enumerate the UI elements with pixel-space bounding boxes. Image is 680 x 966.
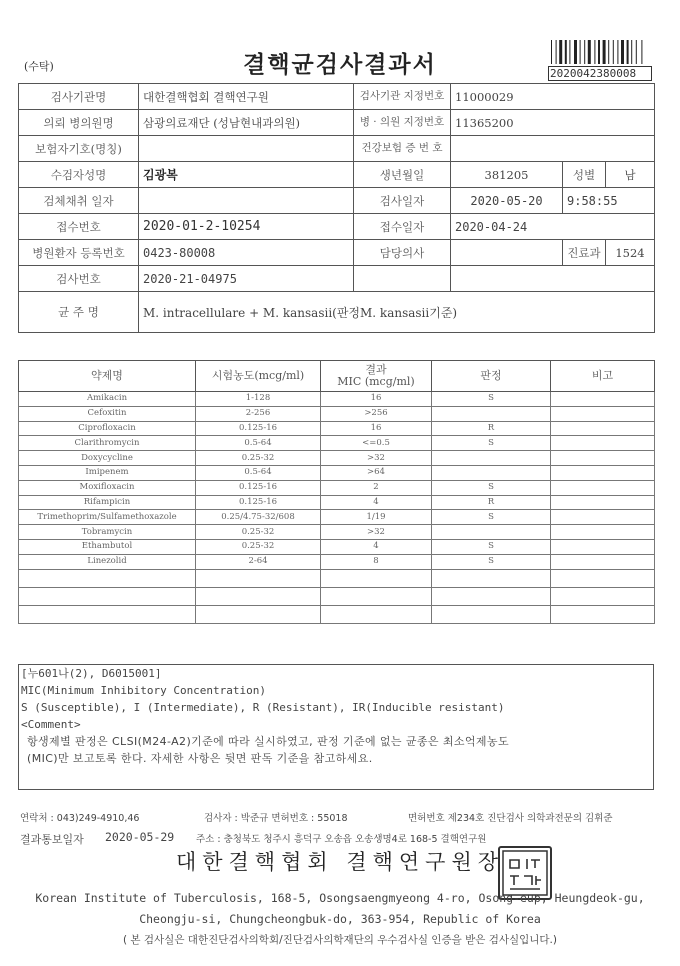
certification-note: ( 본 검사실은 대한진단검사의학회/진단검사의학재단의 우수검사실 인증을 받은 검사실입니다.) [122,934,557,946]
drug-range-cell: 0.125-16 [196,495,321,510]
test-date-label: 검사일자 [354,188,451,214]
empty-cell [321,569,432,587]
sex-value: 남 [606,162,655,188]
receipt-date-label: 접수일자 [354,214,451,240]
empty-cell [551,569,655,587]
drug-interp-cell: R [432,495,551,510]
barcode-bar [569,40,570,64]
test-date: 2020-05-20 [451,188,563,214]
drug-row [19,436,655,451]
address: 주소 : 충청북도 청주시 흥덕구 오송읍 오송생명4로 168-5 결핵연구원 [196,834,487,845]
drug-mic-cell: >32 [321,525,432,540]
drug-range-cell: 0.5-64 [196,465,321,480]
clinic-code: 11365200 [451,110,655,136]
drug-row [19,539,655,554]
drug-mic-cell: >32 [321,451,432,466]
barcode-bar [641,40,642,64]
comment-line: 항생제별 판정은 CLSI(M24-A2)기준에 따라 실시하였고, 판정 기준에 없는 균종은 최소억제농도 [27,735,509,748]
drug-mic-cell: >256 [321,406,432,421]
info-row [19,240,655,266]
info-row [19,292,655,333]
drug-range-cell: 2-256 [196,406,321,421]
health-cert-value [451,136,655,162]
doctor-value [451,240,563,266]
empty-cell [19,587,196,605]
drug-note-cell [551,525,655,540]
drug-note-cell [551,495,655,510]
drug-range-cell: 0.25-32 [196,539,321,554]
drug-note-cell [551,554,655,569]
drug-drug-cell: Clarithromycin [19,436,196,451]
drug-mic-cell: 16 [321,392,432,407]
drug-drug-cell: Imipenem [19,465,196,480]
mic-header-top: 결과 [365,363,387,376]
barcode-bar [617,40,618,64]
drug-range-cell: 0.5-64 [196,436,321,451]
insurer-label: 보험자기호(명칭) [19,136,139,162]
test-time: 9:58:55 [563,188,655,214]
drug-drug-cell: Ciprofloxacin [19,421,196,436]
drug-interp-cell: S [432,539,551,554]
barcode-bar [636,40,637,64]
drug-interp-cell: S [432,510,551,525]
drug-row [19,421,655,436]
empty-cell [432,605,551,623]
barcode-bar [594,40,595,64]
drug-drug-cell: Tobramycin [19,525,196,540]
drug-range-cell: 0.125-16 [196,480,321,495]
drug-mic-cell: <=0.5 [321,436,432,451]
barcode-bar [631,40,632,64]
drug-note-cell [551,392,655,407]
stamp-label: (수탁) [24,60,54,73]
drug-header: 약제명 [19,361,196,392]
drug-drug-cell: Ethambutol [19,539,196,554]
barcode-bar [584,40,585,64]
comment-box [18,664,654,790]
drug-interp-cell: S [432,554,551,569]
drug-drug-cell: Amikacin [19,392,196,407]
specialist-info: 면허번호 제234호 진단검사 의학과전문의 김휘준 [408,813,613,824]
drug-range-cell: 0.25-32 [196,451,321,466]
barcode-bar [580,40,581,64]
receipt-date: 2020-04-24 [451,214,655,240]
empty-cell [551,605,655,623]
drug-drug-cell: Doxycycline [19,451,196,466]
empty-row [19,605,655,623]
reg-no-label: 병원환자 등록번호 [19,240,139,266]
clinic-label: 의뢰 병의원명 [19,110,139,136]
drug-row [19,392,655,407]
sex-label: 성별 [563,162,606,188]
barcode-bar [565,40,567,64]
drug-interp-cell: S [432,392,551,407]
drug-note-cell [551,436,655,451]
barcode-bar [627,40,629,64]
empty-cell [196,587,321,605]
birth-label: 생년월일 [354,162,451,188]
barcode-bar [621,40,624,64]
report-date-label: 결과통보일자 [20,833,84,846]
drug-interp-cell: S [432,480,551,495]
range-header: 시험농도(mcg/ml) [196,361,321,392]
empty-row [19,587,655,605]
drug-drug-cell: Trimethoprim/Sulfamethoxazole [19,510,196,525]
info-row [19,162,655,188]
drug-interp-cell: R [432,421,551,436]
examiner-info: 검사자 : 박준규 면허번호 : 55018 [204,813,348,824]
info-row [19,84,655,110]
drug-note-cell [551,451,655,466]
doctor-label: 담당의사 [354,240,451,266]
drug-range-cell: 2-64 [196,554,321,569]
comment-code: [누601나(2), D6015001] [21,667,162,680]
barcode-number: 2020042380008 [548,66,652,81]
drug-row [19,465,655,480]
drug-mic-cell: >64 [321,465,432,480]
drug-mic-cell: 1/19 [321,510,432,525]
drug-interp-cell [432,465,551,480]
info-row [19,136,655,162]
dept-label: 진료과 [563,240,606,266]
health-cert-label: 건강보험 증 번 호 [354,136,451,162]
species-label: 균 주 명 [19,292,139,333]
barcode-bar [613,40,614,64]
drug-mic-cell: 4 [321,539,432,554]
drug-range-cell: 0.25-32 [196,525,321,540]
drug-range-cell: 1-128 [196,392,321,407]
barcode-bar [556,40,557,64]
empty-cell [321,605,432,623]
reg-no: 0423-80008 [139,240,354,266]
barcode-bar [551,40,552,64]
drug-note-cell [551,510,655,525]
birth-value: 381205 [451,162,563,188]
drug-drug-cell: Cefoxitin [19,406,196,421]
drug-range-cell: 0.125-16 [196,421,321,436]
drug-row [19,451,655,466]
table-header-row [19,361,655,392]
empty-cell [432,569,551,587]
barcode-bar [559,40,562,64]
patient-label: 수검자성명 [19,162,139,188]
dept-value: 1524 [606,240,655,266]
mic-header-bottom: MIC (mcg/ml) [337,375,415,388]
comment-line: S (Susceptible), I (Intermediate), R (Resistant), IR(Inducible resistant) [21,701,505,714]
patient-info-table [18,83,655,333]
drug-row [19,495,655,510]
org-address-en-2: Cheongju-si, Chungcheongbuk-do, 363-954, Republic of Korea [139,912,541,926]
comment-line: (MIC)만 보고토록 한다. 자세한 사항은 뒷면 판독 기준을 참고하세요. [27,752,373,765]
empty-cell [321,587,432,605]
info-row [19,188,655,214]
drug-mic-cell: 8 [321,554,432,569]
receipt-no-label: 접수번호 [19,214,139,240]
drug-note-cell [551,539,655,554]
organization-name: 대한결핵협회 결핵연구원장 [175,850,505,874]
drug-interp-cell [432,525,551,540]
barcode-bar [608,40,609,64]
drug-interp-cell [432,451,551,466]
info-row [19,266,655,292]
barcode-bar [574,40,577,64]
org-address-en-1: Korean Institute of Tuberculosis, 168-5, Osongsaengmyeong 4-ro, Osong-eup, Heungdeok-gu, [35,891,645,905]
empty-cell [432,587,551,605]
susceptibility-table [18,360,655,624]
drug-drug-cell: Rifampicin [19,495,196,510]
test-no: 2020-21-04975 [139,266,354,292]
document-title: 결핵균검사결과서 [243,52,437,78]
insurer-value [139,136,354,162]
lab-name-label: 검사기관명 [19,84,139,110]
lab-code-label: 검사기관 지정번호 [354,84,451,110]
drug-interp-cell: S [432,436,551,451]
empty-cell [451,266,655,292]
info-row [19,110,655,136]
comment-line: MIC(Minimum Inhibitory Concentration) [21,684,267,697]
report-date: 2020-05-29 [105,830,175,844]
receipt-no: 2020-01-2-10254 [139,214,354,240]
empty-cell [19,569,196,587]
empty-cell [196,569,321,587]
empty-row [19,569,655,587]
collect-date [139,188,354,214]
drug-note-cell [551,421,655,436]
mic-header [321,361,432,392]
barcode-image [550,40,646,64]
drug-drug-cell: Linezolid [19,554,196,569]
note-header: 비고 [551,361,655,392]
drug-table-body [19,392,655,624]
test-no-label: 검사번호 [19,266,139,292]
drug-mic-cell: 4 [321,495,432,510]
comment-heading: <Comment> [21,718,81,731]
drug-range-cell: 0.25/4.75-32/608 [196,510,321,525]
barcode-bar [588,40,591,64]
empty-cell [354,266,451,292]
barcode-bar [603,40,606,64]
species-value: M. intracellulare + M. kansasii(판정M. kansasii기준) [139,292,655,333]
drug-note-cell [551,406,655,421]
lab-code: 11000029 [451,84,655,110]
empty-cell [19,605,196,623]
drug-row [19,510,655,525]
drug-row [19,525,655,540]
contact-info: 연락처 : 043)249-4910,46 [20,813,140,824]
barcode-bar [598,40,600,64]
drug-drug-cell: Moxifloxacin [19,480,196,495]
drug-row [19,554,655,569]
clinic-code-label: 병 · 의원 지정번호 [354,110,451,136]
empty-cell [551,587,655,605]
drug-note-cell [551,465,655,480]
drug-row [19,480,655,495]
interp-header: 판정 [432,361,551,392]
empty-cell [196,605,321,623]
drug-mic-cell: 16 [321,421,432,436]
drug-note-cell [551,480,655,495]
drug-mic-cell: 2 [321,480,432,495]
collect-date-label: 검체채취 일자 [19,188,139,214]
info-row [19,214,655,240]
lab-name: 대한결핵협회 결핵연구원 [139,84,354,110]
drug-interp-cell [432,406,551,421]
drug-row [19,406,655,421]
clinic-name: 삼광의료재단 (성남현내과의원) [139,110,354,136]
patient-name: 김광복 [139,162,354,188]
